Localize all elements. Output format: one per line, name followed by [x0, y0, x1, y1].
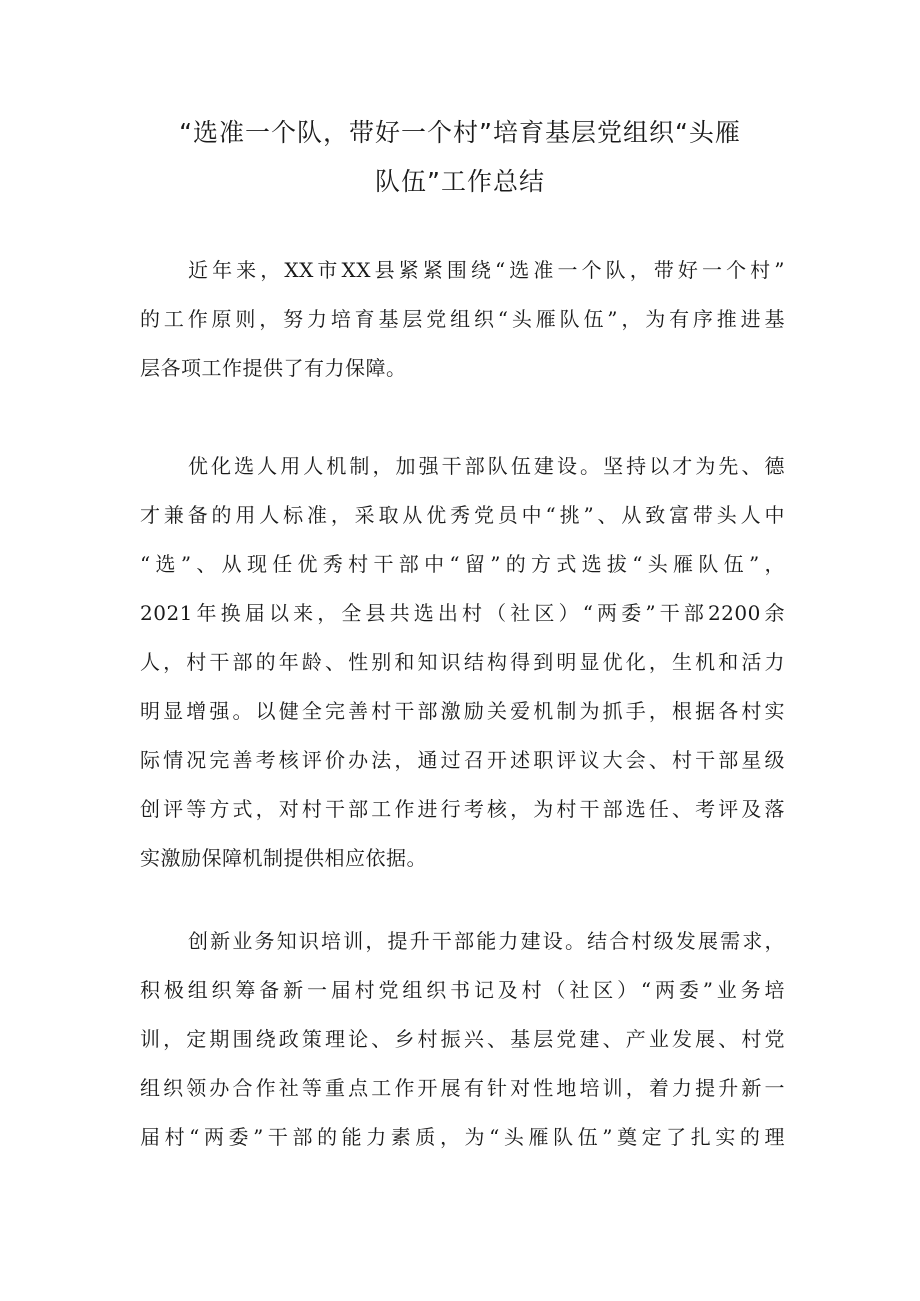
paragraph-line: 组织领办合作社等重点工作开展有针对性地培训，着力提升新一	[140, 1076, 785, 1100]
paragraph-line: 届村“两委”干部的能力素质，为“头雁队伍”奠定了扎实的理	[140, 1125, 785, 1149]
paragraph-line: 近年来，XX市XX县紧紧围绕“选准一个队，带好一个村”	[188, 258, 785, 282]
paragraph-line: 层各项工作提供了有力保障。	[140, 356, 407, 380]
paragraph-line: 际情况完善考核评价办法，通过召开述职评议大会、村干部星级	[140, 748, 785, 772]
intro-paragraph	[140, 246, 785, 393]
paragraph-line: 才兼备的用人标准，采取从优秀党员中“挑”、从致富带头人中	[140, 503, 785, 527]
selection-mechanism-paragraph	[140, 442, 785, 883]
paragraph-line: 明显增强。以健全完善村干部激励关爱机制为抓手，根据各村实	[140, 699, 785, 723]
paragraph-line: 2021年换届以来，全县共选出村（社区）“两委”干部2200余	[140, 601, 785, 625]
paragraph-line: 创新业务知识培训，提升干部能力建设。结合村级发展需求，	[188, 929, 785, 953]
paragraph-line: 优化选人用人机制，加强干部队伍建设。坚持以才为先、德	[188, 454, 785, 478]
title-line: “选准一个队，带好一个村”培育基层党组织“头雁	[179, 118, 741, 147]
paragraph-line: 训，定期围绕政策理论、乡村振兴、基层党建、产业发展、村党	[140, 1027, 785, 1051]
title-line: 队伍”工作总结	[375, 167, 545, 196]
training-paragraph	[140, 917, 785, 1162]
paragraph-line: 的工作原则，努力培育基层党组织“头雁队伍”，为有序推进基	[140, 307, 785, 331]
paragraph-line: 积极组织筹备新一届村党组织书记及村（社区）“两委”业务培	[140, 978, 785, 1002]
paragraph-line: 人，村干部的年龄、性别和知识结构得到明显优化，生机和活力	[140, 650, 785, 674]
paragraph-line: 实激励保障机制提供相应依据。	[140, 846, 427, 870]
paragraph-line: 创评等方式，对村干部工作进行考核，为村干部选任、考评及落	[140, 797, 785, 821]
document-title	[0, 108, 920, 206]
paragraph-line: “选”、从现任优秀村干部中“留”的方式选拔“头雁队伍”，	[140, 552, 785, 576]
